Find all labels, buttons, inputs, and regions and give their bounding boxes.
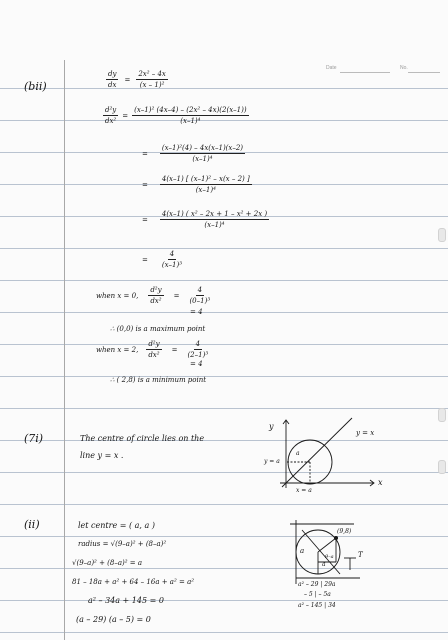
diagram2-mid-label: 9–a: [325, 554, 334, 560]
diagram-y-axis-label: y: [269, 422, 274, 431]
diagram2-point-label: (9,8): [337, 528, 352, 535]
ii-line-3: √(9–a)² + (8–a)² = a: [72, 559, 143, 567]
result-4-b: = 4: [190, 360, 203, 368]
question-label-7i: (7i): [24, 432, 44, 445]
no-label: No.: [400, 65, 408, 71]
line-when-x-2: when x = 2, $\frac{\text{d²y}}{\text{dx²}}$ = $\frac{4}{\text{(2–1)³}}$: [96, 340, 209, 359]
diagram-x-eq-a: x = a: [296, 487, 312, 494]
factor-work-2: – 5 | – 5a: [304, 591, 331, 598]
ii-line-6: (a – 29) (a – 5) = 0: [76, 615, 151, 624]
line-step-5: = $\frac{\text{4(x–1) ( x² – 2x + 1 – x² + 2x )}}{\text{(x–1)⁴}}$: [142, 210, 268, 229]
line-second-derivative: $\frac{\text{d²y}}{\text{dx²}}$ = $\frac{\text{(x–1)² (4x–4) – (2x² – 4x)(2(x–1))}}{\text{(x–1)⁴}}$: [105, 106, 247, 125]
text-7i-line1: The centre of circle lies on the: [80, 434, 205, 443]
line-dy-dx: $\frac{dy}{dx}$ = $\frac{\text{2x² – 4x}}{\text{(x – 1)²}}$: [108, 70, 166, 89]
ii-line-2: radius = √(9–a)² + (8–a)²: [78, 540, 167, 548]
conclusion-minimum: ∴ ( 2,8) is a minimum point: [110, 376, 207, 384]
line-step-6: = $\frac{4}{\text{(x–1)³}}$: [142, 250, 183, 269]
text-7i-line2: line y = x .: [80, 451, 124, 460]
ii-line-4: 81 – 18a + a² + 64 – 16a + a² = a²: [72, 578, 195, 586]
diagram-x-axis-label: x: [378, 478, 383, 487]
factor-work-3: a² – 145 | 34: [298, 602, 336, 609]
ii-line-1: let centre = ( a, a ): [78, 521, 155, 530]
line-step-3: = $\frac{\text{(x–1)²(4) – 4x(x–1)(x–2)}}{\text{(x–1)⁴}}$: [142, 144, 244, 163]
diagram-a-label: a: [296, 450, 300, 457]
diagram2-a-left: a: [300, 547, 305, 555]
diagram-y-eq-a: y = a: [264, 458, 280, 465]
diagram2-t-label: T: [358, 551, 363, 559]
conclusion-maximum: ∴ (0,0) is a maximum point: [110, 325, 206, 333]
line-step-4: = $\frac{\text{4(x–1) [ (x–1)² – x(x – 2) ]}}{\text{(x–1)⁴}}$: [142, 175, 250, 194]
diagram-line-label: y = x: [356, 429, 375, 437]
diagram2-a-inner: a: [322, 561, 326, 568]
line-when-x-0: when x = 0, $\frac{\text{d²y}}{\text{dx²}}$ = $\frac{4}{\text{(0–1)³}}$: [96, 286, 211, 305]
question-label-ii: (ii): [24, 518, 40, 531]
question-label-bii: (bii): [24, 80, 47, 93]
factor-work-1: a² – 29 | 29a: [298, 581, 336, 588]
date-label: Date: [326, 65, 337, 71]
ii-line-5: a² – 34a + 145 = 0: [88, 596, 164, 605]
result-neg4-a: = 4: [190, 308, 203, 316]
